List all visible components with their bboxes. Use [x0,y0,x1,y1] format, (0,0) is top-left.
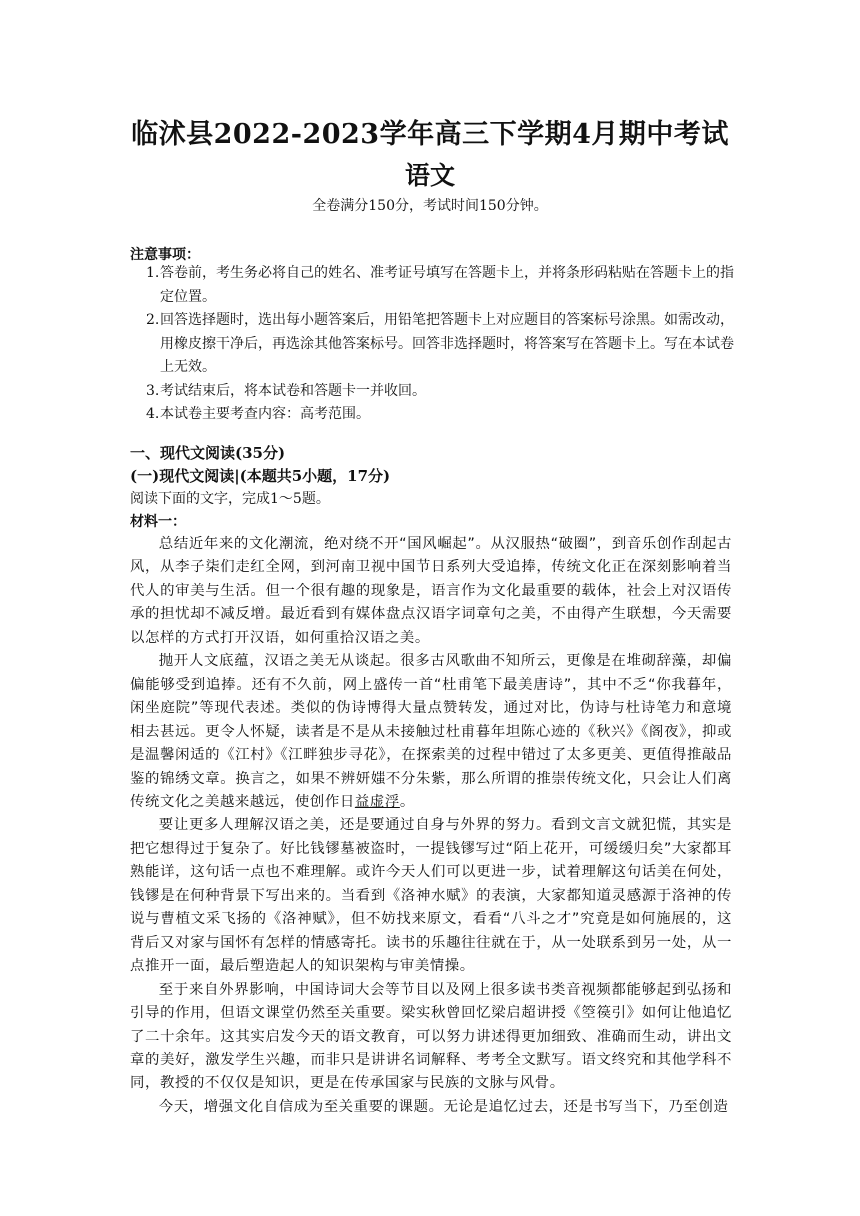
notice-item [146,380,734,404]
paragraph: 今天，增强文化自信成为至关重要的课题。无论是追忆过去，还是书写当下，乃至创造 [158,1098,729,1115]
notice-item-text: 本试卷主要考查内容：高考范围。 [160,406,370,422]
paragraph: 要让更多人理解汉语之美，还是要通过自身与外界的努力。看到文言文就犯慌，其实是把它想得过于复杂了。好比钱镠墓被盗时，一提钱镠写过“陌上花开，可缓缓归矣”大家都耳熟能详，这句话一点也不难理解。或许今天人们可以更进一步，试着理解这句话美在何处，钱镠是在何种背景下写出来的。当看到《洛神水赋》的表演，大家都知道灵感源于洛神的传说与曹植文采飞扬的《洛神赋》，但不妨找来原文，看看“八斗之才”究竟是如何施展的，这背后又对家与国怀有怎样的情感寄托。读书的乐趣往往就在于，从一处联系到另一处，从一点推开一面，最后塑造起人的知识架构与审美情操。 [130,817,732,975]
material-label: 材料一： [130,514,186,530]
exam-title: 临沭县2022-2023学年高三下学期4月期中考试 [131,119,729,150]
notice-item [146,262,734,309]
paragraph: 总结近年来的文化潮流，绝对绕不开“国风崛起”。从汉服热“破圈”，到音乐创作刮起古风，从李子柒们走红全网，到河南卫视中国节日系列大受追捧，传统文化正在深刻影响着当代人的审美与生活。但一个很有趣的现象是，语言作为文化最重要的载体，社会上对汉语传承的担忧却不减反增。最近看到有媒体盘点汉语字词章句之美，不由得产生联想，今天需要以怎样的方式打开汉语，如何重拾汉语之美。 [130,536,732,646]
notice-item-text: 回答选择题时，选出每小题答案后，用铅笔把答题卡上对应题目的答案标号涂黑。如需改动，用橡皮擦干净后，再选涂其他答案标号。回答非选择题时，将答案写在答题卡上。写在本试卷上无效。 [160,312,734,375]
subsection-heading: (一)现代文阅读|(本题共5小题，17分) [130,467,391,485]
notice-item-number: 4. [146,406,160,422]
notice-item-text: 答卷前，考生务必将自己的姓名、准考证号填写在答题卡上，并将条形码粘贴在答题卡上的指定位置。 [160,265,734,305]
section-heading: 一、现代文阅读(35分) [130,444,286,462]
exam-meta: 全卷满分150分，考试时间150分钟。 [312,198,548,214]
notice-item [146,309,734,380]
notice-heading: 注意事项： [130,247,200,263]
notice-item [146,403,734,427]
exam-subject: 语文 [404,161,455,190]
notice-item-text: 考试结束后，将本试卷和答题卡一并收回。 [160,382,426,399]
reading-instruction: 阅读下面的文字，完成1～5题。 [130,491,330,507]
notice-item-number: 2. [146,312,160,328]
paragraph [130,650,732,814]
notice-item-number: 3. [146,382,160,399]
notice-list [146,262,734,427]
material-text [130,533,732,1119]
paragraph-text: 抛开人文底蕴，汉语之美无从谈起。很多古风歌曲不知所云，更像是在堆砌辞藻，却偏偏能够受到追捧。还有不久前，网上盛传一首“杜甫笔下最美唐诗”，其中不乏“你我暮年，闲坐庭院”等现代表述。类似的伪诗博得大量点赞转发，通过对比，伪诗与杜诗笔力和意境相去甚远。更令人怀疑，读者是不是从未接触过杜甫暮年坦陈心迹的《秋兴》《阁夜》，抑或是温馨闲适的《江村》《江畔独步寻花》，在探索美的过程中错过了太多更美、更值得推敲品鉴的锦绣文章。换言之，如果不辨妍媸不分朱紫，那么所谓的推崇传统文化，只会让人们离传统文化之美越来越远，使创作日 [130,653,732,810]
paragraph-end-punct: 。 [399,793,415,810]
notice-item-number: 1. [146,265,160,281]
paragraph: 至于来自外界影响，中国诗词大会等节目以及网上很多读书类音视频都能够起到弘扬和引导的作用，但语文课堂仍然至关重要。梁实秋曾回忆梁启超讲授《箜篌引》如何让他追忆了二十余年。这其实启发今天的语文教育，可以努力讲述得更加细致、准确而生动，讲出文章的美好，激发学生兴趣，而非只是讲讲名词解释、考考全文默写。语文终究和其他学科不同，教授的不仅仅是知识，更是在传承国家与民族的文脉与风骨。 [130,981,732,1092]
underlined-phrase: 益虚浮 [354,793,400,810]
